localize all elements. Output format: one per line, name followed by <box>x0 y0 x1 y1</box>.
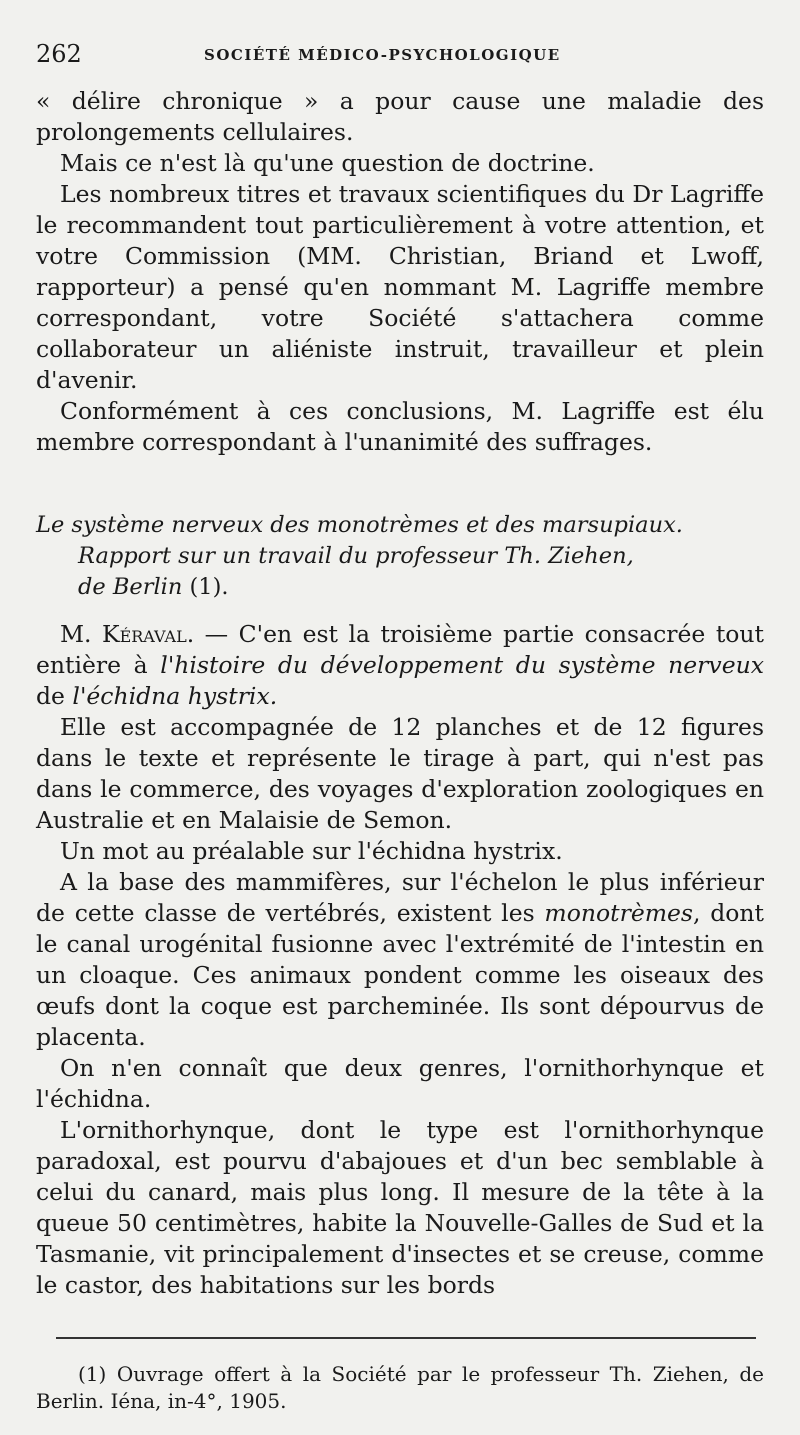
page-number: 262 <box>36 40 82 68</box>
section-paragraph-4-italic: monotrèmes <box>544 899 693 927</box>
section-title <box>36 510 764 603</box>
intro-paragraph-4: Conformément à ces conclusions, M. Lagriffe est élu membre correspondant à l'unanimité des suffrages. <box>36 397 764 456</box>
section-paragraph-2: Elle est accompagnée de 12 planches et de 12 figures dans le texte et représente le tirage à part, qui n'est pas dans le commerce, des voyages d'exploration zoologiques en Australie et en Malaisie de Semon. <box>36 713 764 834</box>
section-paragraph-1-lead: — C'en est la troisième partie consacrée tout entière à <box>36 620 764 679</box>
section-paragraph-4 <box>36 867 764 1053</box>
section-paragraph-1-mid: de <box>36 682 73 710</box>
page-header <box>36 40 764 76</box>
section-paragraph-1 <box>36 619 764 712</box>
section-paragraph-3: Un mot au préalable sur l'échidna hystrix. <box>60 837 563 865</box>
section-paragraph-5: On n'en connaît que deux genres, l'ornithorhynque et l'échidna. <box>36 1054 764 1113</box>
page <box>36 40 764 1435</box>
footnote-reference: (1). <box>182 574 229 600</box>
section-paragraph-1-italic-1: l'histoire du développement du système nerveux <box>160 651 764 679</box>
footnote-divider <box>56 1337 756 1339</box>
section-title-line-1: Le système nerveux des monotrèmes et des marsupiaux. <box>36 512 683 538</box>
intro-paragraph-3: Les nombreux titres et travaux scientifiques du Dr Lagriffe le recommandent tout particulièrement à votre attention, et votre Commission (MM. Christian, Briand et Lwoff, rapporteur) a pensé qu'en nommant M. Lagriffe membre correspondant, votre Société s'attachera comme collaborateur un aliéniste instruit, travailleur et plein d'avenir. <box>36 180 764 394</box>
footnote <box>36 1361 764 1415</box>
section-title-line-2: Rapport sur un travail du professeur Th. Ziehen, <box>78 543 634 569</box>
intro-paragraph-1: « délire chronique » a pour cause une maladie des prolongements cellulaires. <box>36 87 764 146</box>
section-title-line-3 <box>36 572 764 603</box>
section-text <box>36 619 764 1301</box>
intro-text <box>36 86 764 458</box>
running-title: SOCIÉTÉ MÉDICO-PSYCHOLOGIQUE <box>204 46 561 64</box>
section-paragraph-6: L'ornithorhynque, dont le type est l'ornithorhynque paradoxal, est pourvu d'abajoues et d'un bec semblable à celui du canard, mais plus long. Il mesure de la tête à la queue 50 centimètres, habite la Nouvelle-Galles de Sud et la Tasmanie, vit principalement d'insectes et se creuse, comme le castor, des habitations sur les bords <box>36 1116 764 1299</box>
footnote-text: (1) Ouvrage offert à la Société par le professeur Th. Ziehen, de Berlin. Iéna, in-4°, 1905. <box>36 1362 764 1413</box>
section-paragraph-4-rest: , dont le canal urogénital fusionne avec l'extrémité de l'intestin en un cloaque. Ces animaux pondent comme les oiseaux des œufs dont la coque est parcheminée. Ils sont dépourvus de placenta. <box>36 899 764 1051</box>
section-paragraph-1-italic-2: l'échidna hystrix. <box>72 682 278 710</box>
section-paragraph-4-lead: A la base des mammifères, sur l'échelon le plus inférieur de cette classe de vertébrés, existent les <box>36 868 764 927</box>
section-title-city: de Berlin <box>78 574 183 600</box>
speaker-name: M. Kéraval. <box>60 620 195 648</box>
intro-paragraph-2: Mais ce n'est là qu'une question de doctrine. <box>60 149 595 177</box>
